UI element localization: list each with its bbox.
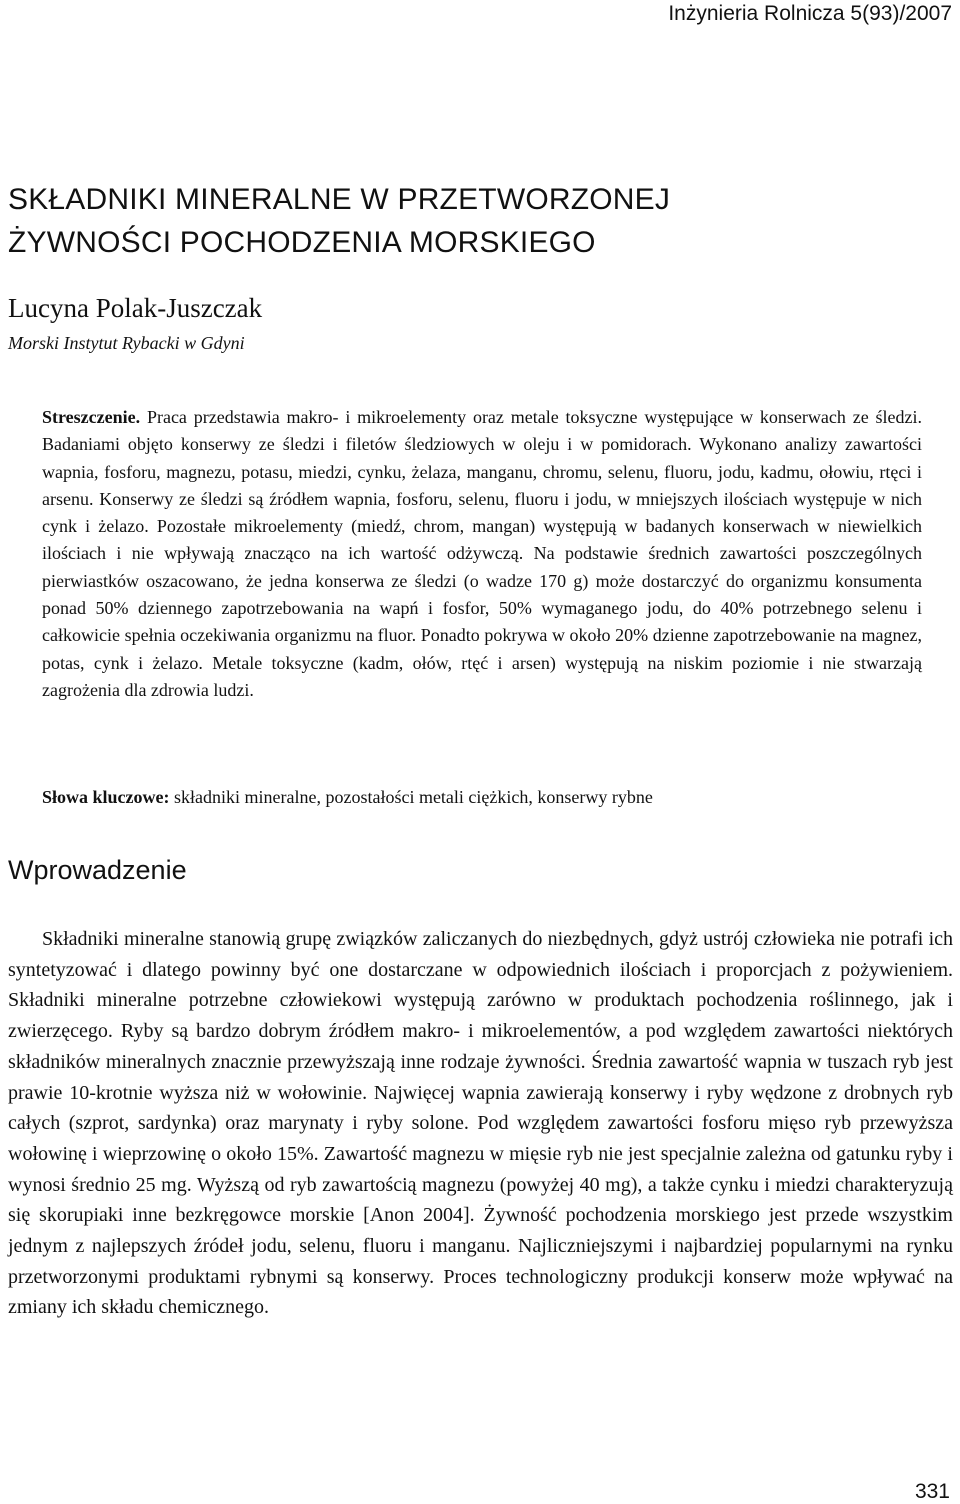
title-line-2: ŻYWNOŚCI POCHODZENIA MORSKIEGO [8,226,596,259]
abstract-label: Streszczenie. [42,407,141,427]
section-heading: Wprowadzenie [8,855,187,885]
abstract [42,404,922,704]
keywords [42,784,922,811]
journal-header: Inżynieria Rolnicza 5(93)/2007 [668,2,952,25]
page-number: 331 [914,1480,950,1503]
abstract-text: Praca przedstawia makro- i mikroelementy oraz metale toksyczne występujące w konserwach ze śledzi. Badaniami objęto konserwy ze śledzi i filetów śledziowych w oleju i w pomidorach. Wykonano analizy zawartości wapnia, fosforu, magnezu, potasu, miedzi, cynku, żelaza, manganu, chromu, selenu, fluoru, jodu, kadmu, ołowiu, rtęci i arsenu. Konserwy ze śledzi są źródłem wapnia, fosforu, selenu, fluoru i jodu, w mniejszych ilościach występuje w nich cynk i żelazo. Pozostałe mikroelementy (miedź, chrom, mangan) występują w badanych konserwach w niewielkich ilościach i nie wpływają znacząco na ich wartość odżywczą. Na podstawie średnich zawartości poszczególnych pierwiastków oszacowano, że jedna konserwa ze śledzi (o wadze 170 g) może dostarczyć do organizmu konsumenta ponad 50% dziennego zapotrzebowania na wapń i fosfor, 50% wymaganego jodu, do 40% potrzebnego selenu i całkowicie spełnia oczekiwania organizmu na fluor. Ponadto pokrywa w około 20% dzienne zapotrzebowanie na magnez, potas, cynk i żelazo. Metale toksyczne (kadm, ołów, rtęć i arsen) występują na niskim poziomie i nie stwarzają zagrożenia dla zdrowia ludzi. [42,407,923,700]
introduction-paragraph: Składniki mineralne stanowią grupę związków zaliczanych do niezbędnych, gdyż ustrój człowieka nie potrafi ich syntetyzować i dlatego powinny być one dostarczane w odpowiednich ilościach i proporcjach z pożywieniem. Składniki mineralne potrzebne człowiekowi występują zarówno w produktach pochodzenia roślinnego, jak i zwierzęcego. Ryby są bardzo dobrym źródłem makro- i mikroelementów, a pod względem zawartości niektórych składników mineralnych znacznie przewyższają inne rodzaje żywności. Średnia zawartość wapnia w tuszach ryb jest prawie 10-krotnie wyższa niż w wołowinie. Najwięcej wapnia zawierają konserwy i ryby wędzone z drobnych ryb całych (szprot, sardynka) oraz marynaty i ryby solone. Pod względem zawartości fosforu mięso ryb przewyższa wołowinę i wieprzowinę o około 15%. Zawartość magnezu w mięsie ryb nie jest specjalnie zależna od gatunku ryby i wynosi średnio 25 mg. Wyższą od ryb zawartością magnezu (powyżej 40 mg), a także cynku i miedzi charakteryzują się skorupiaki inne bezkręgowce morskie [Anon 2004]. Żywność pochodzenia morskiego jest przede wszystkim jednym z najlepszych źródeł jodu, selenu, fluoru i manganu. Najliczniejszymi i najbardziej popularnymi na rynku przetworzonymi produktami rybnymi są konserwy. Proces technologiczny produkcji konserw może wpływać na zmiany ich składu chemicznego. [8,928,953,1319]
keywords-text: składniki mineralne, pozostałości metali ciężkich, konserwy rybne [174,787,653,807]
article-title [8,178,908,264]
title-line-1: SKŁADNIKI MINERALNE W PRZETWORZONEJ [8,183,671,216]
author-name: Lucyna Polak-Juszczak [8,293,263,323]
author-affiliation: Morski Instytut Rybacki w Gdyni [8,333,245,353]
keywords-label: Słowa kluczowe: [42,787,170,807]
